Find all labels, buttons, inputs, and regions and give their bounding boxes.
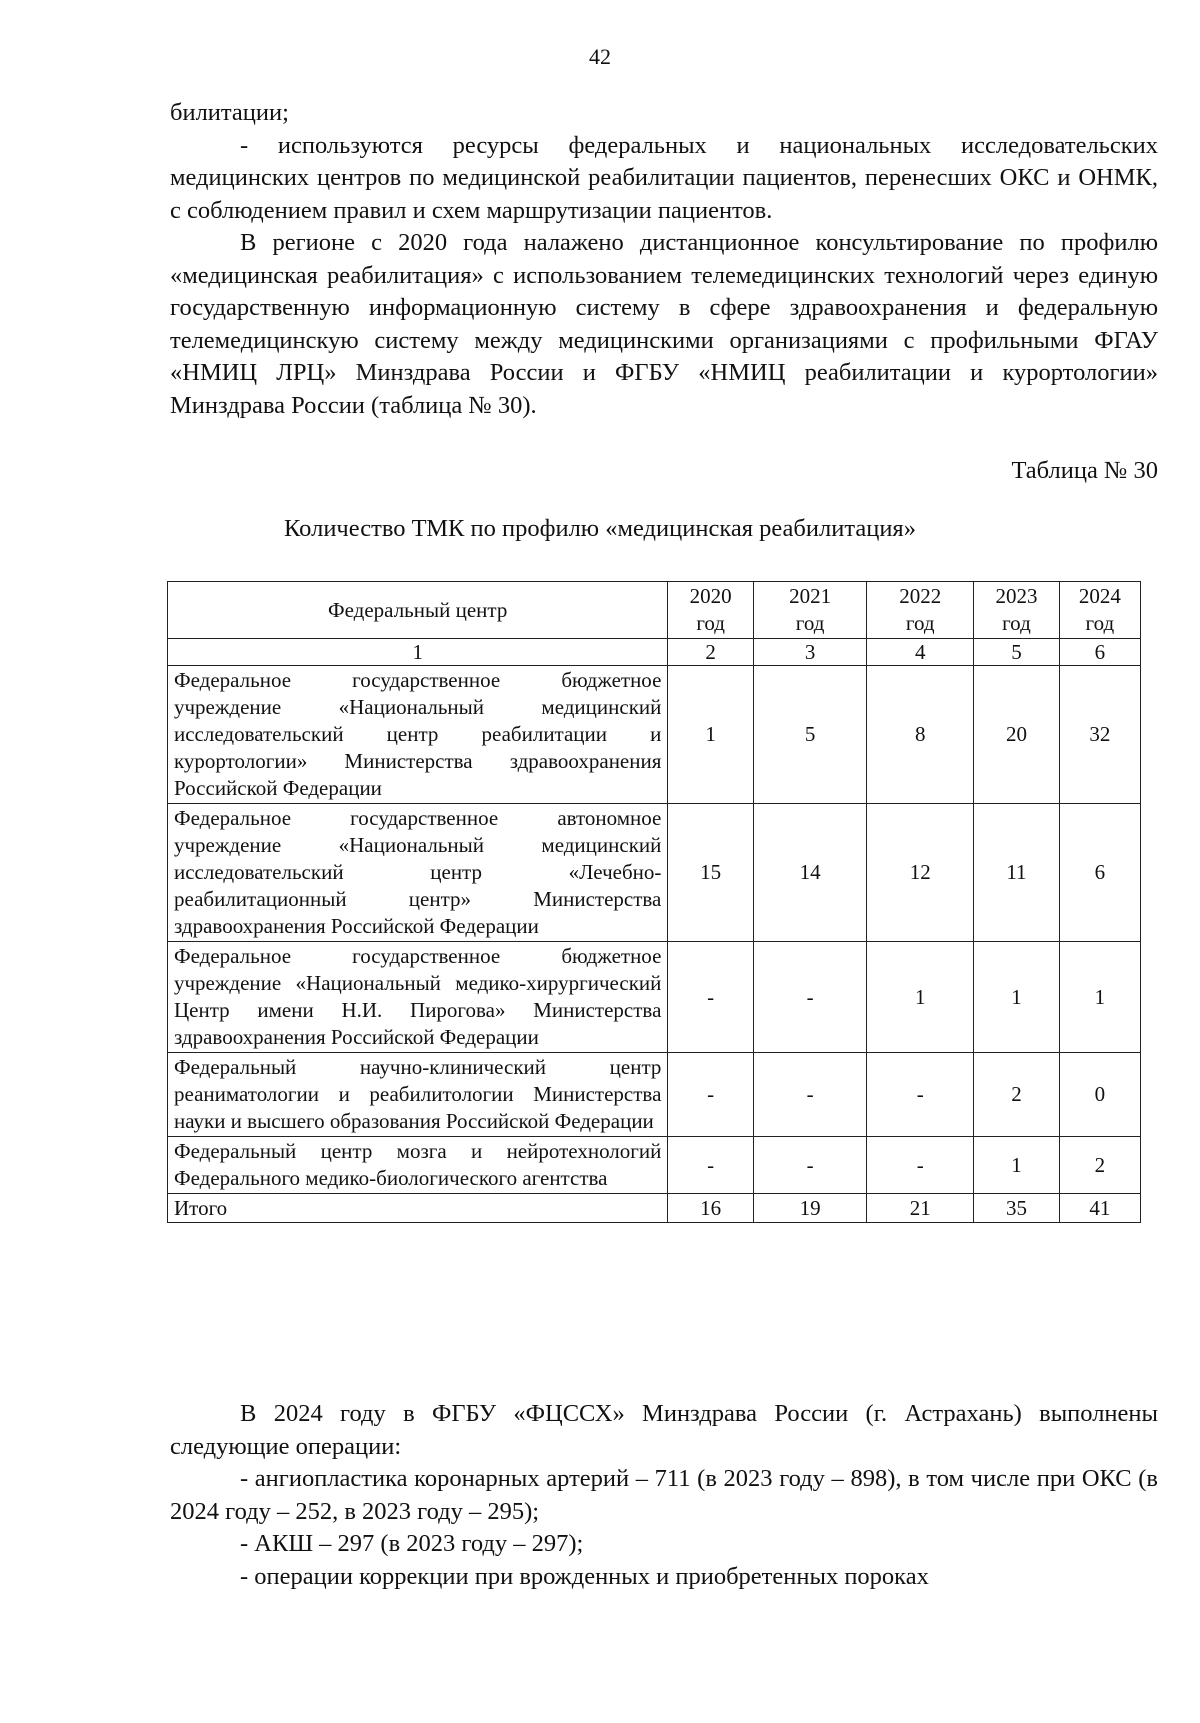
value-cell: 5 xyxy=(753,666,866,804)
paragraph: В 2024 году в ФГБУ «ФЦССХ» Минздрава России (г. Астрахань) выполнены следующие операции: xyxy=(170,1400,1158,1460)
table-row xyxy=(168,1137,1141,1194)
table-title: Количество ТМК по профилю «медицинская реабилитация» xyxy=(284,515,916,542)
center-name: Федеральное государственное бюджетное учреждение «Национальный медико-хирургический Центр имени Н.И. Пирогова» Министерства здравоохранения Российской Федерации xyxy=(168,942,668,1053)
total-label: Итого xyxy=(168,1194,668,1223)
table-row xyxy=(168,804,1141,942)
total-value: 21 xyxy=(867,1194,974,1223)
center-name: Федеральный центр мозга и нейротехнологий Федерального медико-биологического агентства xyxy=(168,1137,668,1194)
value-cell: - xyxy=(668,1053,754,1137)
value-cell: 14 xyxy=(753,804,866,942)
header-federal-center: Федеральный центр xyxy=(168,582,668,639)
total-value: 41 xyxy=(1059,1194,1140,1223)
value-cell: - xyxy=(753,942,866,1053)
value-cell: - xyxy=(668,942,754,1053)
total-value: 35 xyxy=(974,1194,1060,1223)
tmk-table xyxy=(167,581,1141,1223)
value-cell: 1 xyxy=(867,942,974,1053)
header-year: 2024 год xyxy=(1059,582,1140,639)
intro-text-block xyxy=(170,97,1158,422)
column-number-row xyxy=(168,639,1141,666)
total-row xyxy=(168,1194,1141,1223)
paragraph: - ангиопластика коронарных артерий – 711 (в 2023 году – 898), в том числе при ОКС (в 2024 году – 252, в 2023 году – 295); xyxy=(170,1465,1158,1525)
column-number: 4 xyxy=(867,639,974,666)
value-cell: 20 xyxy=(974,666,1060,804)
value-cell: 32 xyxy=(1059,666,1140,804)
paragraph: - операции коррекции при врожденных и приобретенных пороках xyxy=(240,1562,929,1590)
value-cell: 15 xyxy=(668,804,754,942)
value-cell: - xyxy=(867,1053,974,1137)
table-caption: Таблица № 30 xyxy=(1011,457,1158,484)
column-number: 3 xyxy=(753,639,866,666)
header-year: 2023 год xyxy=(974,582,1060,639)
table-header-row xyxy=(168,582,1141,639)
paragraph: билитации; xyxy=(170,99,289,126)
value-cell: - xyxy=(668,1137,754,1194)
center-name: Федеральное государственное бюджетное учреждение «Национальный медицинский исследовательский центр реабилитации и курортологии» Министерства здравоохранения Российской Федерации xyxy=(168,666,668,804)
value-cell: 1 xyxy=(1059,942,1140,1053)
total-value: 19 xyxy=(753,1194,866,1223)
table-row xyxy=(168,942,1141,1053)
paragraph: - используются ресурсы федеральных и национальных исследовательских медицинских центров по медицинской реабилитации пациентов, перенесших ОКС и ОНМК, с соблюдением правил и схем маршрутизации пациентов. xyxy=(170,131,1158,224)
total-value: 16 xyxy=(668,1194,754,1223)
column-number: 5 xyxy=(974,639,1060,666)
center-name: Федеральный научно-клинический центр реаниматологии и реабилитологии Министерства науки и высшего образования Российской Федерации xyxy=(168,1053,668,1137)
value-cell: 0 xyxy=(1059,1053,1140,1137)
value-cell: - xyxy=(867,1137,974,1194)
value-cell: 2 xyxy=(974,1053,1060,1137)
paragraph: В регионе с 2020 года налажено дистанционное консультирование по профилю «медицинская реабилитация» с использованием телемедицинских технологий через единую государственную информационную систему в сфере здравоохранения и федеральную телемедицинскую систему между медицинскими организациями с профильными ФГАУ «НМИЦ ЛРЦ» Минздрава России и ФГБУ «НМИЦ реабилитации и курортологии» Минздрава России (таблица № 30). xyxy=(170,229,1158,419)
column-number: 6 xyxy=(1059,639,1140,666)
table-row xyxy=(168,666,1141,804)
value-cell: 2 xyxy=(1059,1137,1140,1194)
paragraph: - АКШ – 297 (в 2023 году – 297); xyxy=(240,1530,584,1557)
value-cell: 1 xyxy=(974,942,1060,1053)
operations-text-block xyxy=(170,1398,1158,1593)
value-cell: 1 xyxy=(668,666,754,804)
value-cell: 1 xyxy=(974,1137,1060,1194)
column-number: 2 xyxy=(668,639,754,666)
header-year: 2022 год xyxy=(867,582,974,639)
header-year: 2020 год xyxy=(668,582,754,639)
page-number: 42 xyxy=(589,44,611,69)
column-number: 1 xyxy=(168,639,668,666)
center-name: Федеральное государственное автономное учреждение «Национальный медицинский исследовательский центр «Лечебно-реабилитационный центр» Министерства здравоохранения Российской Федерации xyxy=(168,804,668,942)
header-year: 2021 год xyxy=(753,582,866,639)
value-cell: 6 xyxy=(1059,804,1140,942)
table-row xyxy=(168,1053,1141,1137)
value-cell: 12 xyxy=(867,804,974,942)
value-cell: - xyxy=(753,1137,866,1194)
value-cell: 8 xyxy=(867,666,974,804)
value-cell: - xyxy=(753,1053,866,1137)
value-cell: 11 xyxy=(974,804,1060,942)
